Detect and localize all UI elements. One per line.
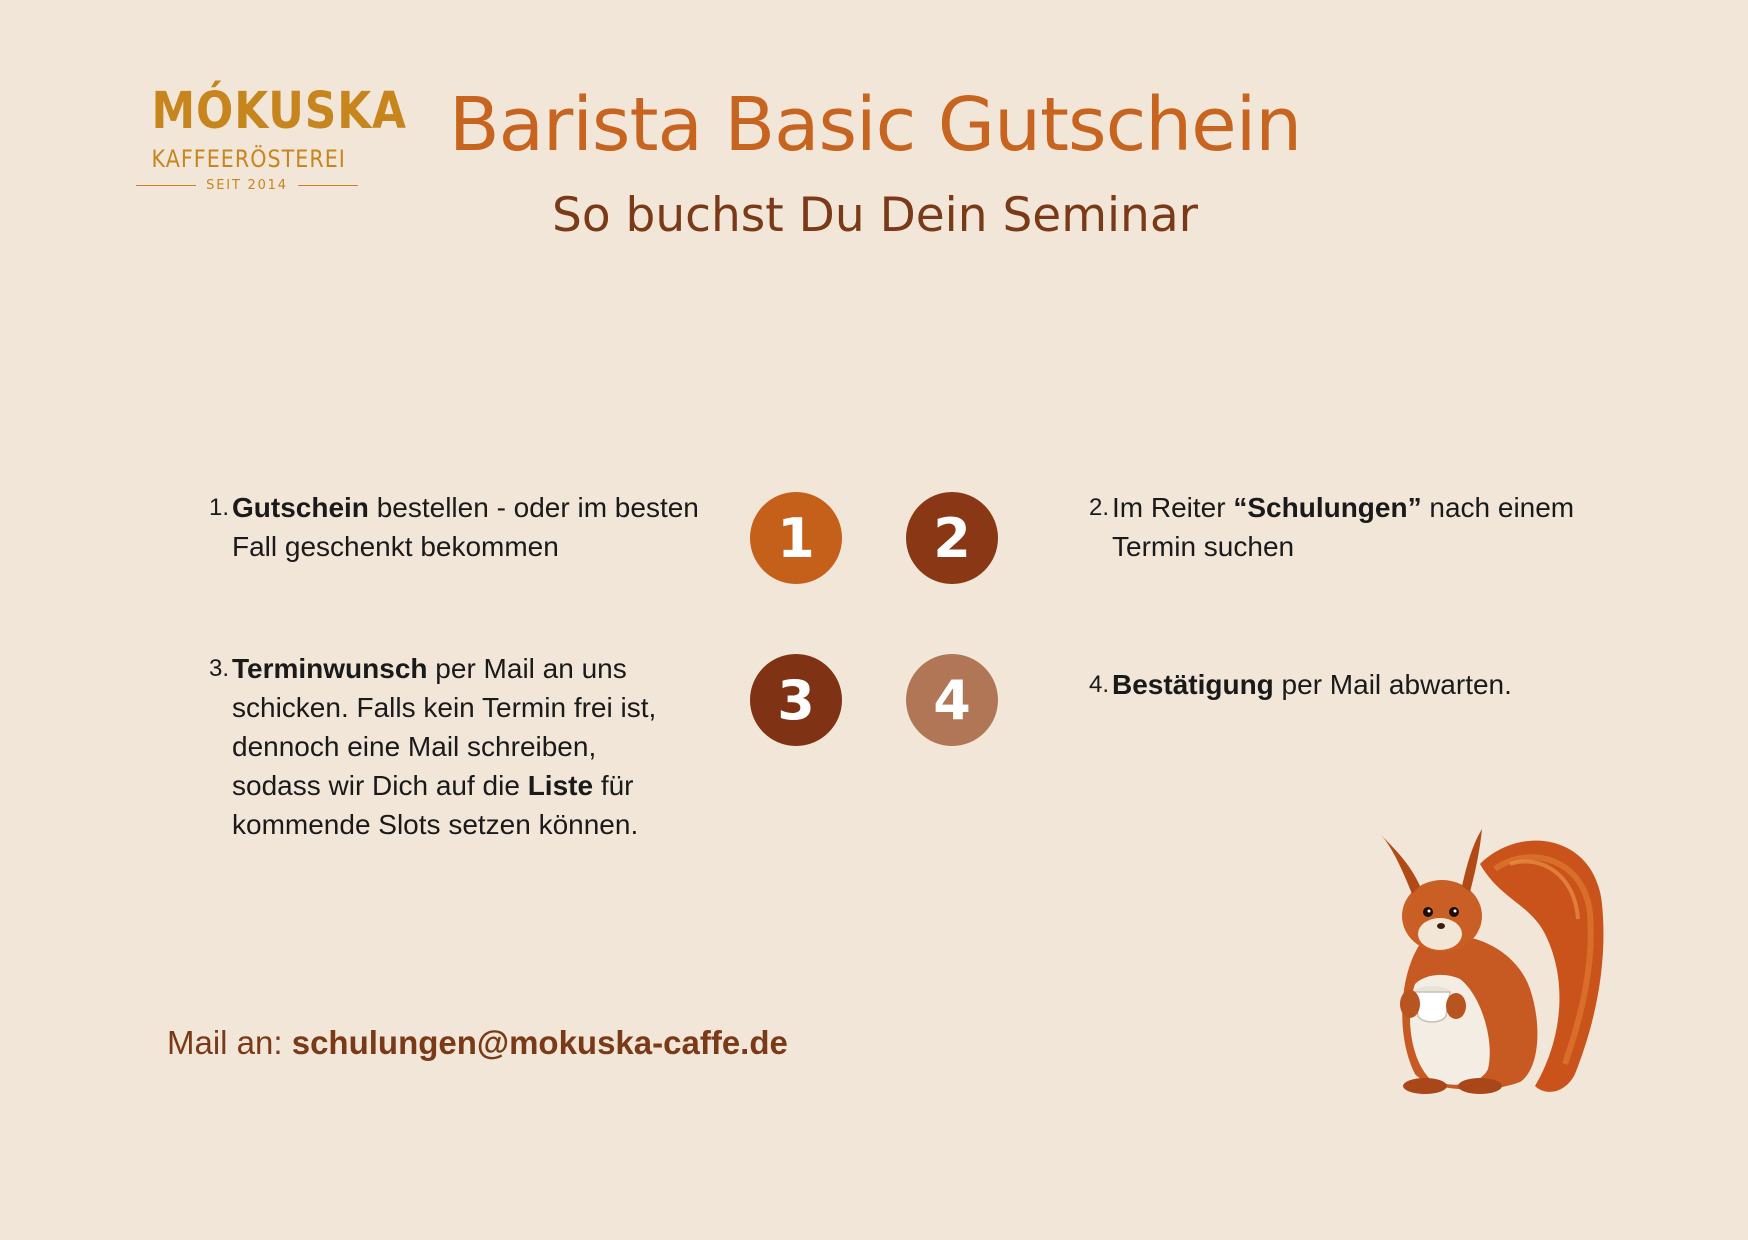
mail-address-link[interactable]: schulungen@mokuska-caffe.de [291, 1024, 788, 1061]
logo-since-text: SEIT 2014 [206, 178, 288, 193]
step-2 [1085, 488, 1585, 566]
squirrel-with-coffee-cup-icon [1370, 824, 1610, 1099]
step-3-text [232, 649, 685, 844]
logo-rule-right [298, 185, 358, 186]
step-2-number: 2. [1088, 494, 1109, 521]
step-1-text [232, 488, 705, 566]
step-circle-2: 2 [906, 492, 998, 584]
step-4-bold: Bestätigung [1112, 669, 1274, 700]
step-4 [1085, 665, 1605, 704]
step-2-before: Im Reiter [1112, 492, 1234, 523]
step-2-bold: “Schulungen” [1233, 492, 1422, 523]
page-title: Barista Basic Gutschein [448, 82, 1302, 168]
step-3-middle: per Mail an uns schicken. Falls kein Termin frei ist, dennoch eine Mail schreiben, sodass wir Dich auf die [232, 653, 657, 801]
step-2-rest: nach einem Termin suchen [1112, 492, 1575, 562]
step-4-rest: per Mail abwarten. [1273, 669, 1512, 700]
logo-name: MÓKUSKA [151, 82, 407, 141]
step-3-bold: Terminwunsch [232, 653, 428, 684]
logo-rule-left [136, 185, 196, 186]
step-4-text [1112, 665, 1512, 704]
logo-since [136, 178, 358, 193]
mail-label: Mail an: [167, 1024, 292, 1061]
step-circle-3: 3 [750, 654, 842, 746]
step-4-number: 4. [1088, 671, 1109, 698]
step-2-text [1112, 488, 1585, 566]
step-1-rest: bestellen - oder im besten Fall geschenkt bekommen [232, 492, 699, 562]
step-circle-4: 4 [906, 654, 998, 746]
page-subtitle: So buchst Du Dein Seminar [552, 188, 1198, 243]
step-3 [205, 649, 685, 844]
brand-logo [136, 82, 407, 193]
step-1-bold: Gutschein [232, 492, 369, 523]
logo-subtitle: KAFFEERÖSTEREI [151, 145, 346, 173]
step-3-number: 3. [208, 655, 229, 682]
step-1-number: 1. [208, 494, 229, 521]
mail-line [167, 1024, 788, 1062]
step-3-bold-2: Liste [527, 770, 594, 801]
step-circle-1: 1 [750, 492, 842, 584]
step-3-rest: für kommende Slots setzen können. [232, 770, 639, 840]
step-1 [205, 488, 705, 566]
